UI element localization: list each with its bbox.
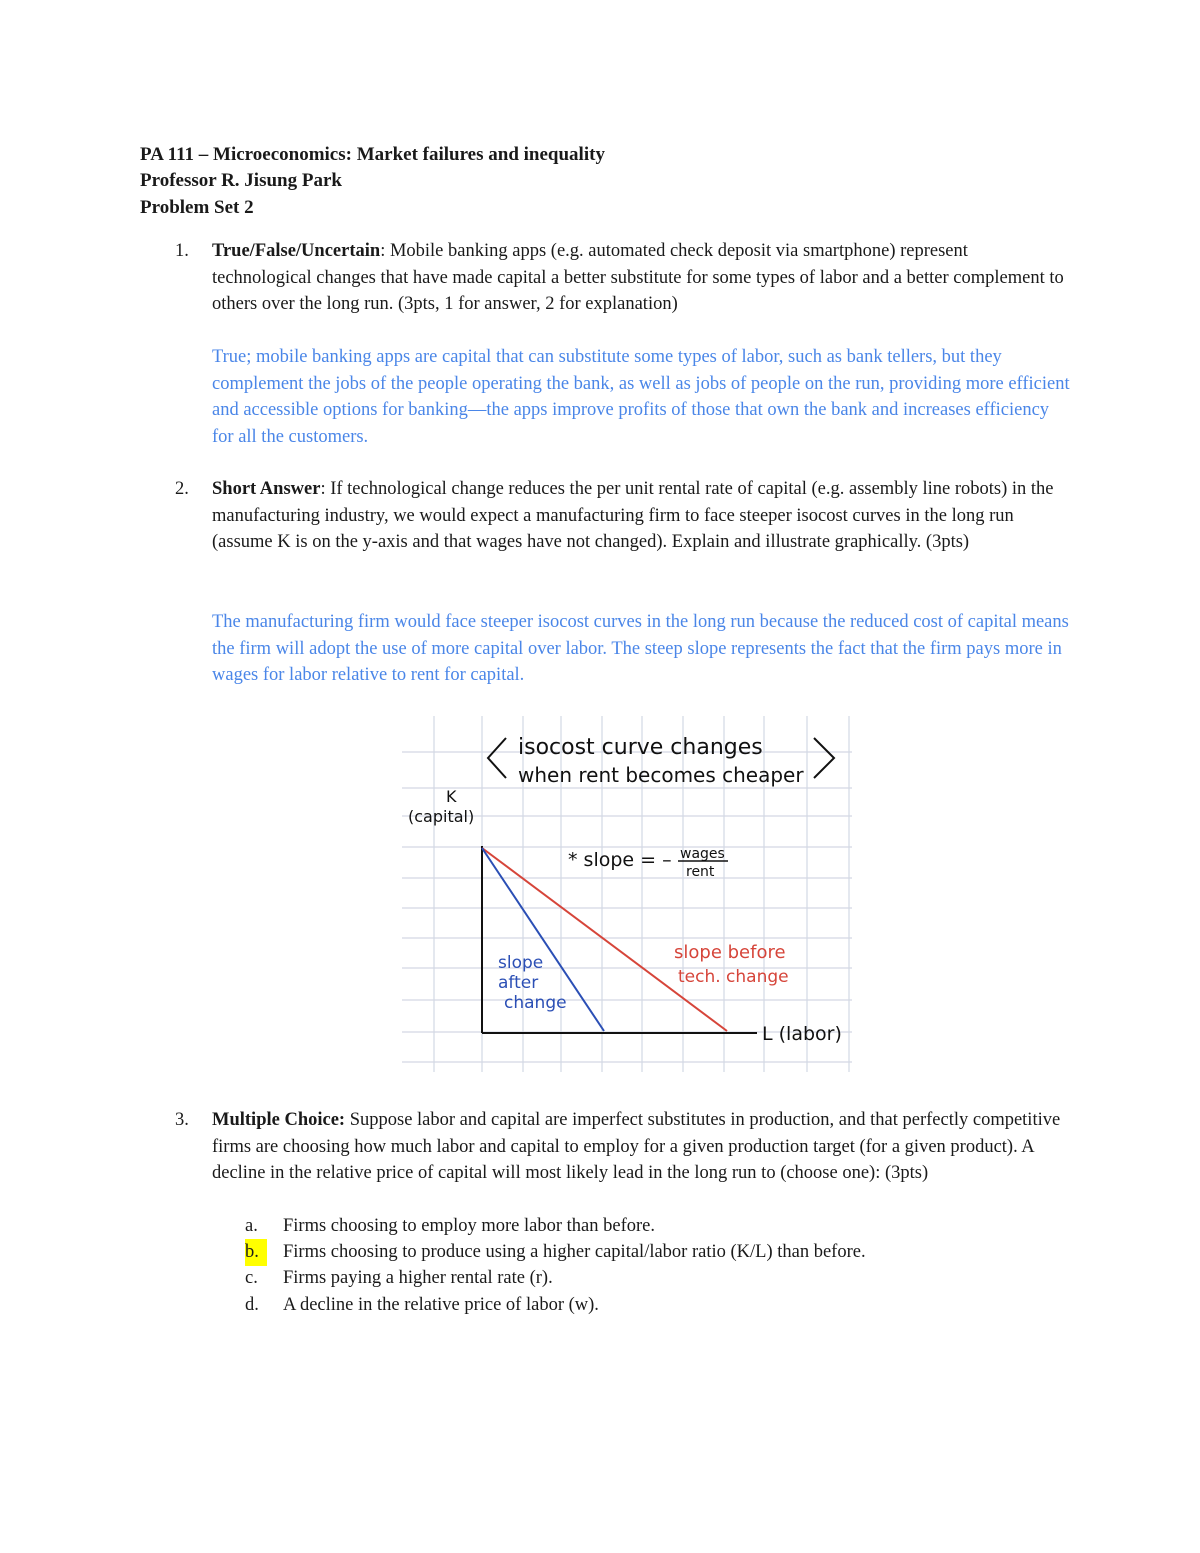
- right-bracket: [814, 738, 834, 778]
- left-bracket: [488, 738, 506, 778]
- red-line-label-1: slope before: [674, 942, 786, 963]
- question-label: Short Answer: [212, 479, 321, 499]
- isocost-figure: [402, 716, 852, 1072]
- problem-set-title: Problem Set 2: [140, 197, 254, 218]
- red-line-label-2: tech. change: [678, 967, 789, 987]
- question-2: [140, 476, 1070, 556]
- question-number: 2.: [175, 479, 189, 499]
- option-text: Firms choosing to produce using a higher capital/labor ratio (K/L) than before.: [283, 1242, 866, 1262]
- question-3: [140, 1107, 1070, 1187]
- slope-numerator: wages: [680, 846, 725, 862]
- question-text: : Mobile banking apps (e.g. automated check deposit via smartphone) represent technological changes that have made capital a better substitute for some types of labor and a better complement to others over the long run. (3pts, 1 for answer, 2 for explanation): [212, 241, 1064, 315]
- option-letter-highlighted: b.: [245, 1239, 267, 1266]
- blue-line-label-3: change: [504, 993, 567, 1013]
- blue-line-label-2: after: [498, 973, 539, 993]
- option-letter: d.: [245, 1295, 259, 1315]
- answer-1: True; mobile banking apps are capital that can substitute some types of labor, such as bank tellers, but they complement the jobs of the people operating the bank, as well as jobs of people on the run, providing more efficient and accessible options for banking—the apps improve profits of those that own the bank and increases efficiency for all the customers.: [212, 347, 1070, 447]
- course-title: PA 111 – Microeconomics: Market failures and inequality: [140, 144, 605, 165]
- answer-2: The manufacturing firm would face steeper isocost curves in the long run because the reduced cost of capital means the firm will adopt the use of more capital over labor. The steep slope represents the fact that the firm pays more in wages for labor relative to rent for capital.: [212, 612, 1069, 686]
- question-text: : If technological change reduces the per unit rental rate of capital (e.g. assembly line robots) in the manufacturing industry, we would expect a manufacturing firm to face steeper isocost curves in the long run (assume K is on the y-axis and that wages have not changed). Explain and illustrate graphically. (3pts): [212, 479, 1054, 553]
- option-letter: a.: [245, 1216, 258, 1236]
- option-text: Firms paying a higher rental rate (r).: [283, 1268, 553, 1288]
- y-axis-sublabel: (capital): [408, 807, 475, 826]
- blue-line-label-1: slope: [498, 953, 544, 973]
- question-1: [140, 238, 1070, 318]
- professor-name: Professor R. Jisung Park: [140, 170, 342, 191]
- isocost-graph: [402, 716, 852, 1072]
- question-number: 3.: [175, 1110, 189, 1130]
- question-label: Multiple Choice:: [212, 1110, 346, 1130]
- y-axis-label: K: [446, 787, 457, 806]
- question-label: True/False/Uncertain: [212, 241, 381, 261]
- option-letter: c.: [245, 1268, 258, 1288]
- figure-title-line-1: isocost curve changes: [518, 735, 763, 760]
- option-text: A decline in the relative price of labor (w).: [283, 1295, 599, 1315]
- question-text: Suppose labor and capital are imperfect substitutes in production, and that perfectly competitive firms are choosing how much labor and capital to employ for a given production target (for a given product). A decline in the relative price of capital will most likely lead in the long run to (choose one): (3pts): [212, 1110, 1061, 1184]
- question-number: 1.: [175, 241, 189, 261]
- figure-title-line-2: when rent becomes cheaper: [518, 763, 804, 787]
- slope-note: * slope = –: [568, 849, 672, 871]
- option-text: Firms choosing to employ more labor than before.: [283, 1216, 655, 1236]
- x-axis-label: L (labor): [762, 1023, 842, 1045]
- slope-denominator: rent: [686, 864, 715, 880]
